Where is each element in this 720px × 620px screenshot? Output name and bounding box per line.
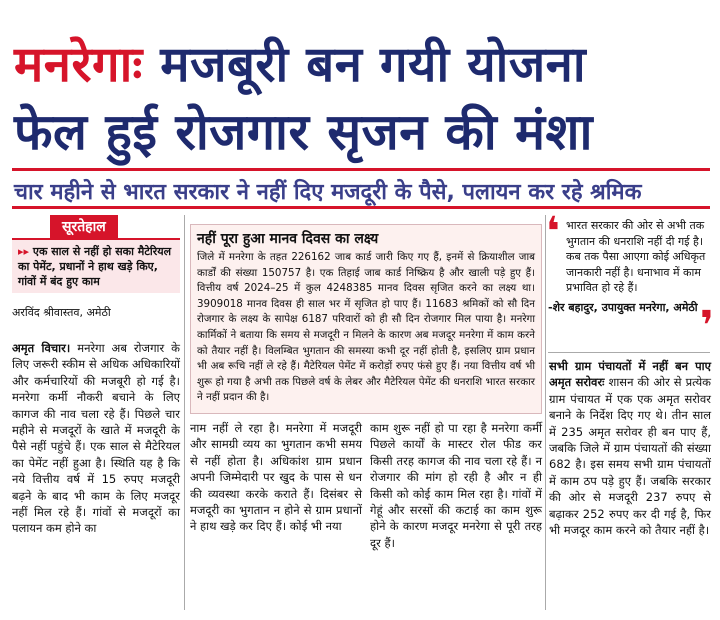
headline-line-1 [14,30,586,96]
quote-close-icon: ❜ [700,303,714,349]
column-1-text: मनरेगा अब रोजगार के लिए जरूरी स्कीम से अधिक अधिकारियों और कर्मचारियों की मजबूरी हो गई है। मनरेगा कर्मी नौकरी बचाने के लिए कागज की नाव चला रहे हैं। पिछले चार महीने से मजदूरों के खाते में मजदूरी के पैसे नहीं पहुंचे हैं। एक साल से मैटेरियल का पेमेंट नहीं हुआ है। स्थिति यह है कि नये वित्तीय वर्ष में 15 रुपए मजदूरी बढ़ने के बाद भी काम के लिए मजदूर नहीं मिल रहे हैं। गांवों से मजदूरों का पलायन कम होने का [12,341,180,536]
quote-author: -शेर बहादुर, उपायुक्त मनरेगा, अमेठी [548,300,698,314]
byline: अरविंद श्रीवास्तव, अमेठी [12,306,111,319]
subheadline: चार महीने से भारत सरकार ने नहीं दिए मजदूरी के पैसे, पलायन कर रहे श्रमिक [14,180,642,205]
divider [12,206,710,209]
column-divider [184,215,185,610]
headline-line-1-text: मजबूरी बन गयी योजना [160,36,587,93]
quote-open-icon: ❛ [546,209,560,255]
column-4 [549,358,711,538]
column-1 [12,340,180,537]
column-4-lead: सभी ग्राम पंचायतों में नहीं बन पाए अमृत सरोवरः [549,359,711,390]
headline-line-2: फेल हुई रोजगार सृजन की मंशा [14,103,593,161]
info-box-title: नहीं पूरा हुआ मानव दिवस का लक्ष्य [197,231,379,247]
column-3: काम शुरू नहीं हो पा रहा है मनरेगा कर्मी पिछले कार्यों के मास्टर रोल फीड कर किसी तरह कागज की नाव चला रहे हैं। न रोजगार की मांग हो रही है और न ही किसी को कोई काम मिल रहा है। गांवों में गेहूं और सरसों की कटाई का काम शुरू होने के कारण मजदूर मनरेगा से पूरी तरह दूर हैं। [370,421,542,550]
column-1-lead: अमृत विचार। [12,341,71,355]
side-note-text: एक साल से नहीं हो सका मैटेरियल का पेमेंट, प्रधानों ने हाथ खड़े किए, गांवों में बंद हुए काम [18,245,172,288]
divider [12,168,710,171]
info-box [190,224,542,414]
quote-text: भारत सरकार की ओर से अभी तक भुगतान की धनराशि नहीं दी गई है। कब तक पैसा आएगा कोई अधिकृत जानकारी नहीं है। धनाभाव में काम प्रभावित हो रहे हैं। [566,219,706,294]
pull-quote [546,209,714,349]
headline-prefix: मनरेगाः [14,36,143,93]
side-note [12,238,180,293]
column-2: नाम नहीं ले रहा है। मनरेगा में मजदूरी और सामग्री व्यय का भुगतान कभी समय से नहीं होता है। अधिकांश ग्राम प्रधान अपनी जिम्मेदारी पर खुद के पास से धन की व्यवस्था करके कराते हैं। दिसंबर से मजदूरी का भुगतान न होने से ग्राम प्रधानों ने हाथ खड़े कर दिए हैं। कोई भी नया [190,421,362,534]
bullet-icon: ▸▸ [18,245,30,258]
column-divider [545,215,546,610]
info-box-body: जिले में मनरेगा के तहत 226162 जाब कार्ड जारी किए गए हैं, इनमें से क्रियाशील जाब कार्डों की संख्या 150757 है। एक तिहाई जाब कार्ड निष्क्रिय है और खाली पड़े हुए हैं। वित्तीय वर्ष 2024–25 में कुल 4248385 मानव दिवस सृजित करने का लक्ष्य था। 3909018 मानव दिवस ही साल भर में सृजित हो पाए हैं। 11683 श्रमिकों को सौ दिन रोजगार के लक्ष्य के सापेक्ष 6187 परिवारों को ही सौ दिन रोजगार मिल पाया है। मनरेगा कार्मिकों ने बताया कि समय से मजदूरी न मिलने के कारण अब मजदूर मनरेगा में काम करने को तैयार नहीं है। विलम्बित भुगतान की समस्या कभी दूर नहीं होती है, इसलिए ग्राम प्रधान भी अब रूचि नहीं ले रहे हैं। मैटेरियल पेमेंट में करोड़ों रुपए फंसे हुए हैं। नया वित्तीय वर्ष भी शुरू हो गया है अभी तक पिछले वर्ष के लेबर और मैटेरियल पेमेंट की धनराशि भारत सरकार ने नहीं प्रदान की है। [197,251,535,404]
section-tag: सूरतेहाल [50,215,118,238]
divider [548,352,710,353]
column-4-text: शासन की ओर से प्रत्येक ग्राम पंचायत में एक एक अमृत सरोवर बनाने के निर्देश दिए गए थे। तीन साल में 235 अमृत सरोवर ही बन पाए हैं, जबकि जिले में ग्राम पंचायतों की संख्या 682 है। इस समय सभी ग्राम पंचायतों में काम ठप पड़े हुए हैं। जबकि सरकार की ओर से मजदूरी 237 रुपए से बढ़ाकर 252 रुपए कर दी गई है, फिर भी मजदूर काम करने को तैयार नहीं है। [549,375,711,538]
